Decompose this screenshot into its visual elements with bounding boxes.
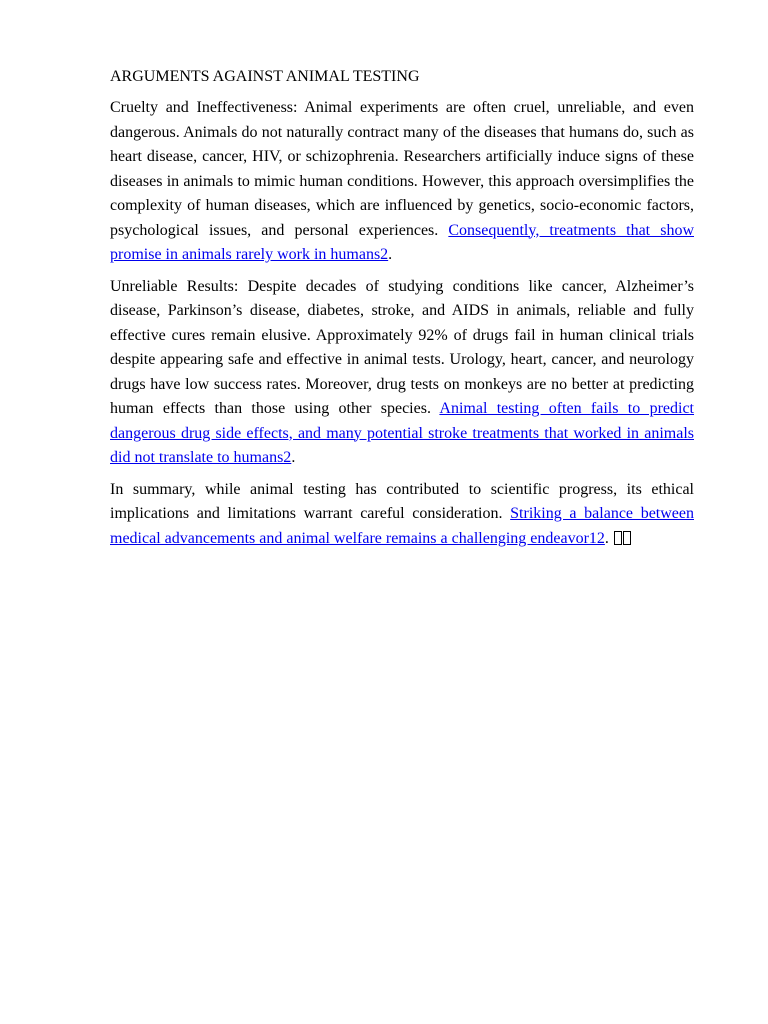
paragraph-text: Unreliable Results: Despite decades of studying conditions like cancer, Alzheimer’s disease, Parkinson’s disease, diabetes, stroke, and AIDS in animals, reliable and fully effective cures remain elusive. Approximately 92% of drugs fail in human clinical trials despite appearing safe and effective in animal tests. Urology, heart, cancer, and neurology drugs have low success rates. Moreover, drug tests on monkeys are no better at predicting human effects than those using other species. bbox=[110, 277, 694, 417]
paragraph-cruelty bbox=[110, 96, 694, 268]
paragraph-unreliable-results bbox=[110, 275, 694, 471]
paragraph-text: Cruelty and Ineffectiveness: Animal experiments are often cruel, unreliable, and even dangerous. Animals do not naturally contract many of the diseases that humans do, such as heart disease, cancer, HIV, or schizophrenia. Researchers artificially induce signs of these diseases in animals to mimic human conditions. However, this approach oversimplifies the complexity of human diseases, which are influenced by genetics, socio-economic factors, psychological issues, and personal experiences. bbox=[110, 99, 694, 239]
citation-link[interactable]: Consequently, treatments that show promise in animals rarely work in humans2 bbox=[110, 221, 694, 263]
paragraph-summary bbox=[110, 478, 694, 552]
missing-glyph-icon bbox=[614, 531, 622, 545]
missing-glyph-icon bbox=[623, 531, 631, 545]
paragraph-text: In summary, while animal testing has contributed to scientific progress, its ethical implications and limitations warrant careful consideration. bbox=[110, 480, 694, 522]
document-page bbox=[110, 66, 694, 558]
paragraph-tail: . bbox=[604, 529, 613, 547]
paragraph-tail: . bbox=[291, 449, 296, 466]
document-title: ARGUMENTS AGAINST ANIMAL TESTING bbox=[110, 68, 420, 85]
citation-link[interactable]: Animal testing often fails to predict dangerous drug side effects, and many potential stroke treatments that worked in animals did not translate to humans2 bbox=[110, 400, 695, 466]
citation-link[interactable]: Striking a balance between medical advancements and animal welfare remains a challenging endeavor12 bbox=[110, 505, 694, 547]
paragraph-tail: . bbox=[388, 246, 393, 263]
